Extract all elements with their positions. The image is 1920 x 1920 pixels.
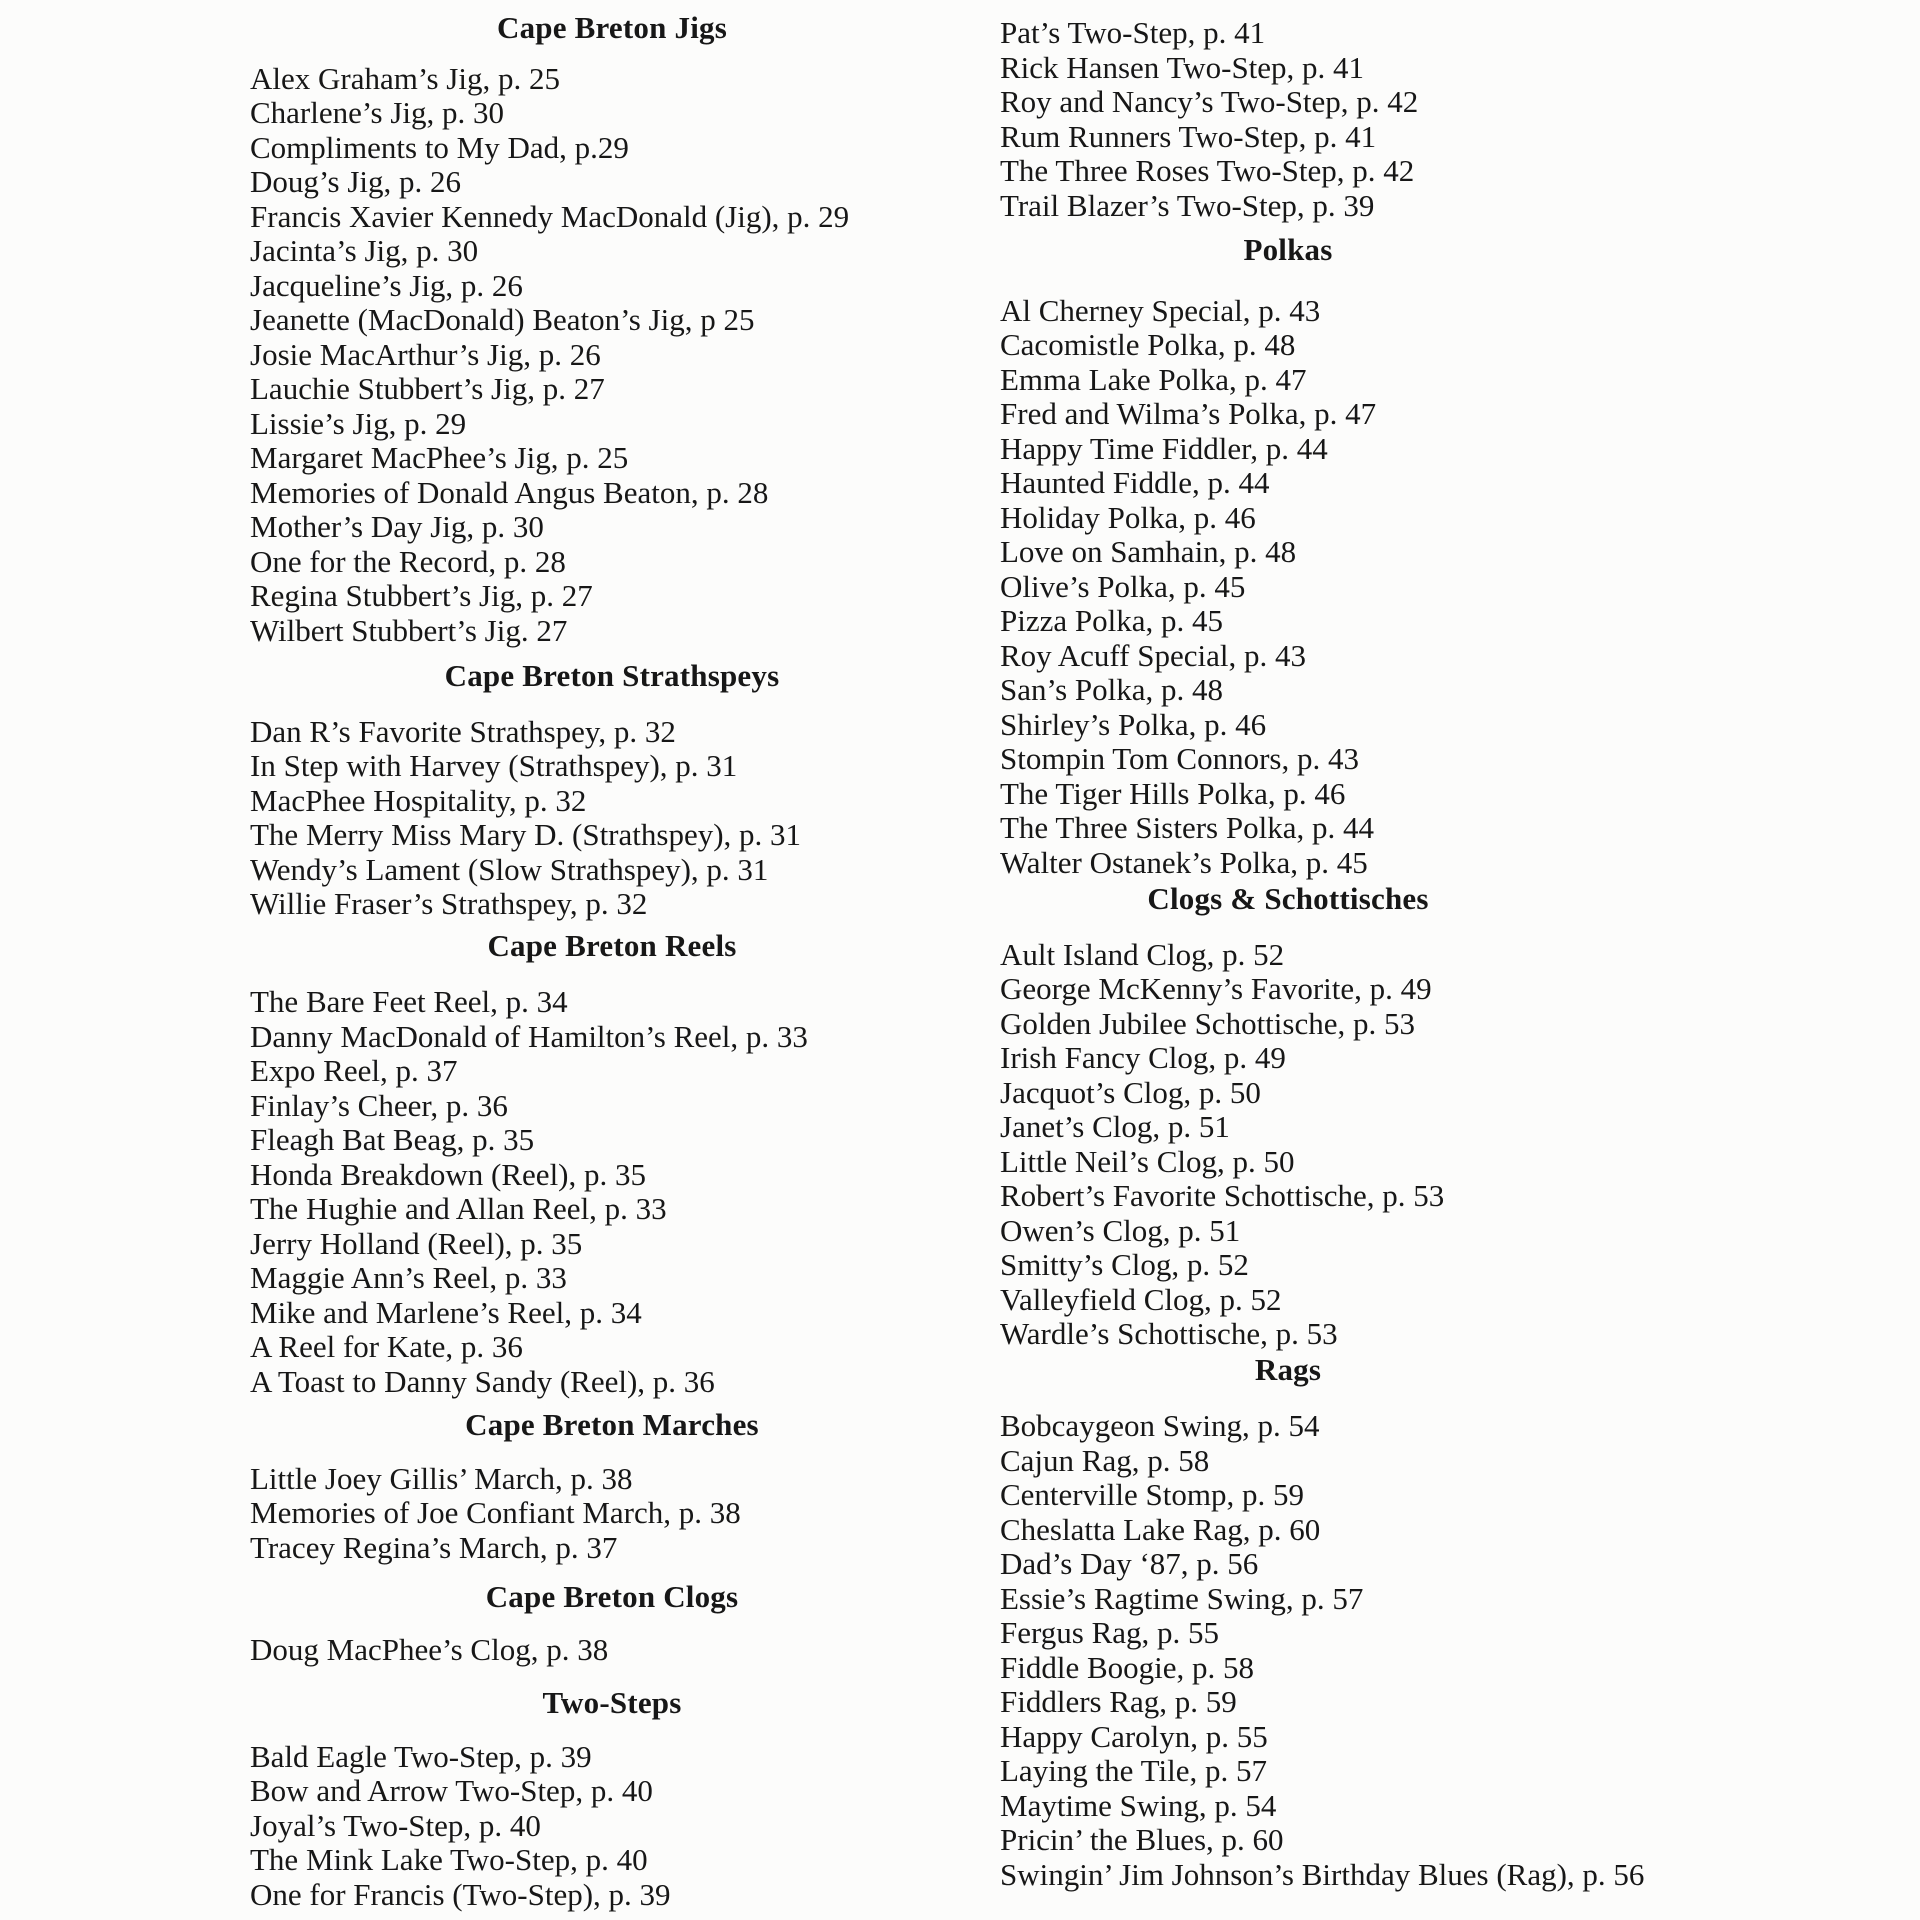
- section-heading: Cape Breton Reels: [487, 927, 737, 963]
- tune-entry: Shirley’s Polka, p. 46: [1000, 706, 1267, 742]
- tune-entry: Compliments to My Dad, p.29: [250, 129, 629, 165]
- tune-entry: Cacomistle Polka, p. 48: [1000, 327, 1296, 362]
- tune-list: [250, 715, 974, 922]
- tune-entry: Rick Hansen Two-Step, p. 41: [1000, 49, 1365, 85]
- tune-entry: Jacinta’s Jig, p. 30: [250, 233, 479, 268]
- tune-entry: MacPhee Hospitality, p. 32: [250, 782, 587, 818]
- index-column-left: [250, 0, 974, 1912]
- tune-entry: Happy Time Fiddler, p. 44: [1000, 430, 1328, 466]
- tune-entry: Little Joey Gillis’ March, p. 38: [250, 1460, 633, 1496]
- tune-entry: Fred and Wilma’s Polka, p. 47: [1000, 396, 1377, 431]
- tune-entry: Memories of Joe Confiant March, p. 38: [250, 1495, 741, 1530]
- tune-entry: Doug MacPhee’s Clog, p. 38: [250, 1631, 609, 1667]
- tune-entry: Roy Acuff Special, p. 43: [1000, 637, 1306, 673]
- tune-entry: Irish Fancy Clog, p. 49: [1000, 1040, 1286, 1075]
- tune-entry: Wilbert Stubbert’s Jig. 27: [250, 612, 568, 648]
- tune-entry: Danny MacDonald of Hamilton’s Reel, p. 33: [250, 1018, 808, 1054]
- tune-entry: Bow and Arrow Two-Step, p. 40: [250, 1773, 653, 1808]
- tune-entry: Al Cherney Special, p. 43: [1000, 292, 1321, 328]
- tune-entry: Pricin’ the Blues, p. 60: [1000, 1822, 1284, 1857]
- index-section: [250, 1408, 974, 1565]
- tune-entry: Golden Jubilee Schottische, p. 53: [1000, 1005, 1415, 1041]
- index-section: [250, 929, 974, 1400]
- tune-entry: Willie Fraser’s Strathspey, p. 32: [250, 886, 648, 921]
- tune-entry: The Hughie and Allan Reel, p. 33: [250, 1191, 667, 1226]
- index-section: [1000, 233, 1576, 880]
- tune-entry: Josie MacArthur’s Jig, p. 26: [250, 336, 601, 372]
- index-section: [1000, 882, 1576, 1352]
- tune-list: [250, 1740, 974, 1913]
- tune-entry: Trail Blazer’s Two-Step, p. 39: [1000, 187, 1375, 223]
- section-heading: Cape Breton Clogs: [485, 1579, 739, 1614]
- tune-entry: San’s Polka, p. 48: [1000, 672, 1224, 707]
- tune-entry: The Tiger Hills Polka, p. 46: [1000, 775, 1346, 811]
- tune-entry: Laying the Tile, p. 57: [1000, 1753, 1267, 1788]
- tune-entry: The Bare Feet Reel, p. 34: [250, 984, 568, 1019]
- section-heading: Cape Breton Strathspeys: [444, 658, 780, 693]
- tune-list: [1000, 294, 1576, 881]
- tune-list: [250, 985, 974, 1399]
- tune-entry: Little Neil’s Clog, p. 50: [1000, 1143, 1295, 1179]
- index-section: [250, 1580, 974, 1667]
- tune-entry: Regina Stubbert’s Jig, p. 27: [250, 578, 593, 613]
- tune-entry: Maggie Ann’s Reel, p. 33: [250, 1260, 567, 1295]
- tune-entry: Tracey Regina’s March, p. 37: [250, 1529, 618, 1565]
- tune-entry: Robert’s Favorite Schottische, p. 53: [1000, 1178, 1445, 1213]
- tune-entry: Mother’s Day Jig, p. 30: [250, 509, 544, 544]
- tune-entry: Jerry Holland (Reel), p. 35: [250, 1225, 583, 1261]
- section-heading: Cape Breton Marches: [465, 1407, 759, 1442]
- tune-entry: Cajun Rag, p. 58: [1000, 1442, 1210, 1478]
- tune-entry: One for Francis (Two-Step), p. 39: [250, 1876, 671, 1912]
- tune-entry: Joyal’s Two-Step, p. 40: [250, 1807, 541, 1843]
- tune-entry: Fleagh Bat Beag, p. 35: [250, 1122, 535, 1157]
- index-section: [250, 11, 974, 648]
- tune-entry: Jeanette (MacDonald) Beaton’s Jig, p 25: [250, 302, 755, 337]
- tune-entry: Bald Eagle Two-Step, p. 39: [250, 1738, 592, 1774]
- tune-entry: Holiday Polka, p. 46: [1000, 499, 1256, 535]
- tune-list: [1000, 1408, 1645, 1892]
- tune-entry: Finlay’s Cheer, p. 36: [250, 1087, 508, 1123]
- tune-entry: The Three Roses Two-Step, p. 42: [1000, 153, 1415, 188]
- tune-entry: Olive’s Polka, p. 45: [1000, 568, 1246, 604]
- tune-entry: A Toast to Danny Sandy (Reel), p. 36: [250, 1363, 715, 1399]
- index-section: [1000, 16, 1576, 223]
- index-column-right: [1000, 0, 1645, 1892]
- tune-entry: Pizza Polka, p. 45: [1000, 603, 1223, 638]
- tune-list: [1000, 938, 1576, 1352]
- tune-entry: Walter Ostanek’s Polka, p. 45: [1000, 844, 1368, 880]
- section-heading: Clogs & Schottisches: [1147, 881, 1429, 916]
- tune-entry: Doug’s Jig, p. 26: [250, 164, 461, 199]
- tune-entry: Jacqueline’s Jig, p. 26: [250, 267, 523, 303]
- tune-entry: Expo Reel, p. 37: [250, 1053, 458, 1088]
- section-heading: Cape Breton Jigs: [497, 10, 727, 45]
- tune-entry: Centerville Stomp, p. 59: [1000, 1477, 1304, 1512]
- tune-entry: Honda Breakdown (Reel), p. 35: [250, 1156, 647, 1192]
- tune-entry: Lissie’s Jig, p. 29: [250, 405, 467, 441]
- tune-entry: Lauchie Stubbert’s Jig, p. 27: [250, 371, 605, 406]
- tune-entry: In Step with Harvey (Strathspey), p. 31: [250, 748, 738, 783]
- index-section: [1000, 1351, 1645, 1893]
- tune-entry: The Three Sisters Polka, p. 44: [1000, 810, 1374, 845]
- tune-list: [250, 62, 974, 649]
- tune-entry: Janet’s Clog, p. 51: [1000, 1109, 1230, 1144]
- tune-entry: Rum Runners Two-Step, p. 41: [1000, 118, 1377, 154]
- index-section: [250, 1686, 974, 1912]
- tune-list: [250, 1462, 974, 1566]
- tune-entry: George McKenny’s Favorite, p. 49: [1000, 971, 1432, 1006]
- tune-entry: Haunted Fiddle, p. 44: [1000, 465, 1270, 500]
- tune-entry: A Reel for Kate, p. 36: [250, 1329, 523, 1364]
- tune-entry: Wendy’s Lament (Slow Strathspey), p. 31: [250, 851, 769, 887]
- tune-entry: Smitty’s Clog, p. 52: [1000, 1247, 1249, 1282]
- tune-entry: Happy Carolyn, p. 55: [1000, 1718, 1268, 1754]
- tune-entry: Pat’s Two-Step, p. 41: [1000, 15, 1266, 50]
- tune-list: [1000, 16, 1576, 223]
- tune-entry: Emma Lake Polka, p. 47: [1000, 361, 1307, 397]
- tune-entry: Roy and Nancy’s Two-Step, p. 42: [1000, 84, 1419, 119]
- tune-entry: Bobcaygeon Swing, p. 54: [1000, 1408, 1320, 1443]
- tune-entry: Dan R’s Favorite Strathspey, p. 32: [250, 713, 676, 749]
- tune-entry: The Merry Miss Mary D. (Strathspey), p. 31: [250, 817, 802, 852]
- index-section: [250, 659, 974, 922]
- tune-entry: Cheslatta Lake Rag, p. 60: [1000, 1511, 1321, 1547]
- tune-entry: Fiddlers Rag, p. 59: [1000, 1684, 1237, 1719]
- tune-entry: Owen’s Clog, p. 51: [1000, 1212, 1241, 1248]
- tune-entry: Margaret MacPhee’s Jig, p. 25: [250, 440, 629, 475]
- tune-entry: Memories of Donald Angus Beaton, p. 28: [250, 474, 769, 510]
- tune-entry: Dad’s Day ‘87, p. 56: [1000, 1546, 1259, 1581]
- section-heading: Two-Steps: [542, 1685, 682, 1720]
- tune-entry: Love on Samhain, p. 48: [1000, 534, 1297, 569]
- tune-list: [250, 1633, 974, 1668]
- tune-entry: Charlene’s Jig, p. 30: [250, 95, 504, 130]
- tune-entry: The Mink Lake Two-Step, p. 40: [250, 1842, 648, 1877]
- section-heading: Polkas: [1243, 232, 1333, 267]
- tune-entry: Fiddle Boogie, p. 58: [1000, 1649, 1255, 1685]
- tune-entry: Mike and Marlene’s Reel, p. 34: [250, 1294, 642, 1330]
- tune-entry: Francis Xavier Kennedy MacDonald (Jig), p. 29: [250, 198, 850, 234]
- tune-entry: Jacquot’s Clog, p. 50: [1000, 1074, 1261, 1110]
- tune-entry: Alex Graham’s Jig, p. 25: [250, 60, 560, 96]
- tune-entry: Valleyfield Clog, p. 52: [1000, 1281, 1282, 1317]
- tune-entry: Swingin’ Jim Johnson’s Birthday Blues (Rag), p. 56: [1000, 1856, 1645, 1892]
- tune-entry: One for the Record, p. 28: [250, 543, 566, 579]
- tune-entry: Wardle’s Schottische, p. 53: [1000, 1316, 1338, 1351]
- tune-entry: Stompin Tom Connors, p. 43: [1000, 741, 1359, 776]
- tune-entry: Maytime Swing, p. 54: [1000, 1787, 1277, 1823]
- section-heading: Rags: [1254, 1351, 1322, 1387]
- tune-entry: Fergus Rag, p. 55: [1000, 1615, 1220, 1650]
- tune-entry: Essie’s Ragtime Swing, p. 57: [1000, 1580, 1364, 1616]
- tune-entry: Ault Island Clog, p. 52: [1000, 936, 1285, 972]
